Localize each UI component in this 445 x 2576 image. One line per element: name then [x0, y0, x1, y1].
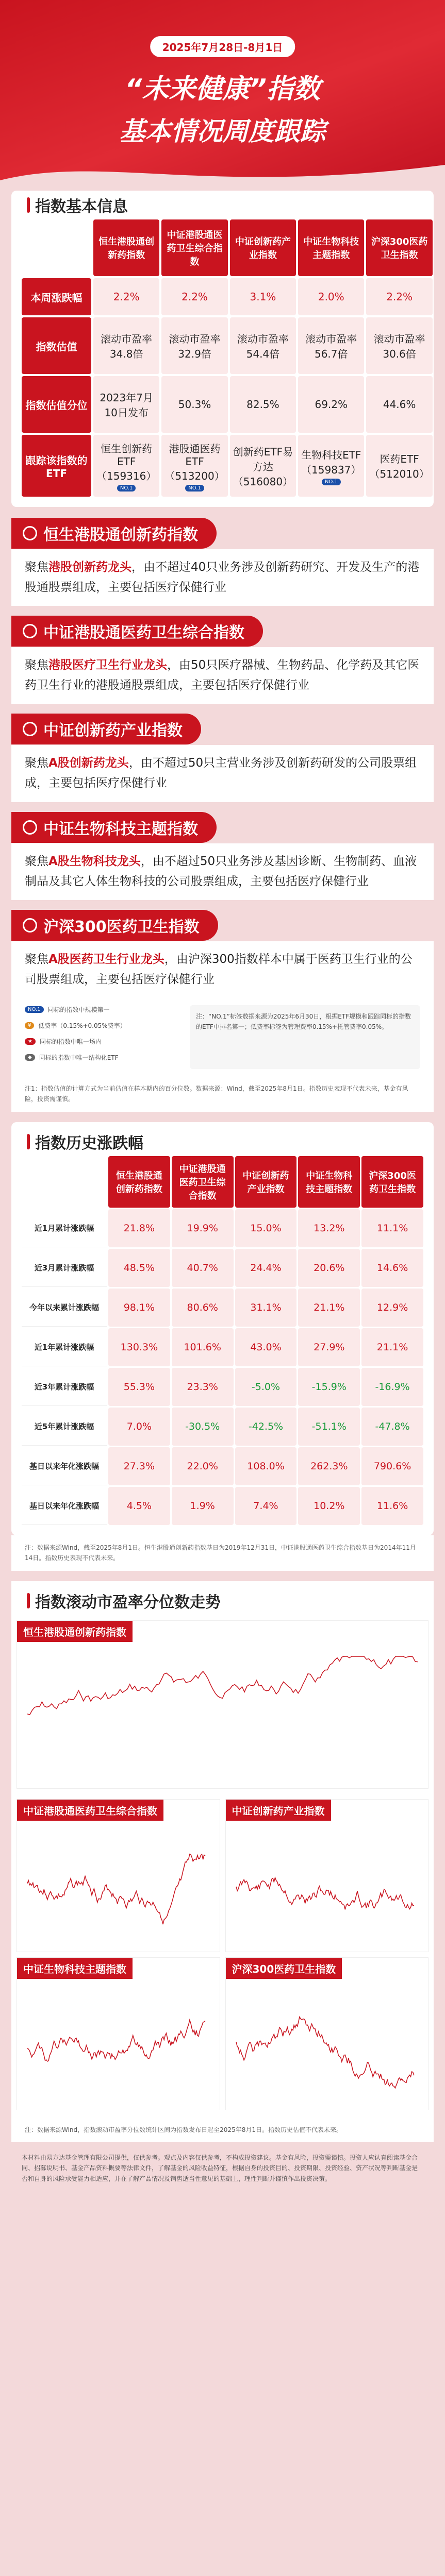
structure-icon: ◆ [25, 1054, 35, 1061]
weekly-change: 2.0% [298, 278, 364, 315]
chart-caption: 沪深300医药卫生指数 [226, 1958, 342, 1979]
index-icon [23, 526, 37, 540]
index-header [11, 909, 434, 941]
index-icon [23, 624, 37, 638]
perf-value: -51.1% [298, 1408, 360, 1446]
col-header: 中证创新药产业指数 [230, 219, 296, 276]
index-header [11, 517, 434, 549]
footnote: 注1：指数估值的计算方式为当前估值在样本期内的百分位数。数据来源：Wind，截至2025年8月1日。指数历史表现不代表未来，基金有风险，投资需谨慎。 [11, 1076, 434, 1112]
perf-value: 20.6% [298, 1249, 360, 1287]
etf-cell[interactable] [366, 435, 432, 497]
desc-highlight: A股生物科技龙头 [48, 854, 141, 868]
pe-chart [225, 1957, 429, 2110]
chart-row [11, 1799, 434, 1952]
row-label: 本周涨跌幅 [22, 278, 91, 315]
perf-value: 21.8% [108, 1209, 170, 1247]
pe-value: 滚动市盈率 56.7倍 [298, 317, 364, 374]
desc-pre: 聚焦 [25, 561, 48, 574]
pe-series-line [236, 1877, 414, 1909]
low-fee-icon: ¥ [25, 1022, 34, 1029]
perf-value: 15.0% [235, 1209, 297, 1247]
row-label: 今年以来累计涨跌幅 [22, 1289, 107, 1327]
desc-post: ，由不超过50只主营业务涉及创新药研发的公司股票组成，主要包括医疗保健行业 [25, 756, 417, 790]
desc-highlight: 港股医疗卫生行业龙头 [48, 658, 167, 672]
perf-value: 23.3% [172, 1368, 234, 1406]
col-header: 恒生港股通创新药指数 [108, 1156, 170, 1208]
pe-percentile: 44.6% [366, 376, 432, 433]
perf-value: 55.3% [108, 1368, 170, 1406]
desc-pre: 聚焦 [25, 756, 48, 770]
perf-value: 27.9% [298, 1328, 360, 1366]
footnote: 注：数据来源Wind，截至2025年8月1日。恒生港股通创新药指数基日为2019年12月31日，中证港股通医药卫生综合指数基日为2014年11月14日。指数历史表现不代表未来。 [11, 1535, 434, 1571]
legend-item [25, 1021, 179, 1030]
row-label: 基日以来年化涨跌幅 [22, 1447, 107, 1485]
index-description [11, 843, 434, 900]
index-description [11, 549, 434, 606]
pe-value: 滚动市盈率 32.9倍 [161, 317, 227, 374]
perf-value: 262.3% [298, 1447, 360, 1485]
index-title: 沪深300医药卫生指数 [43, 918, 200, 936]
perf-value: 12.9% [361, 1289, 423, 1327]
perf-value: 1.9% [172, 1487, 234, 1525]
desc-post: ，由沪深300指数样本中属于医药卫生行业的公司股票组成，主要包括医疗保健行业 [25, 952, 413, 986]
basic-info-table [11, 219, 434, 497]
perf-value: 24.4% [235, 1249, 297, 1287]
weekly-change: 2.2% [366, 278, 432, 315]
performance-card [11, 1122, 434, 1535]
pe-chart [17, 1799, 220, 1952]
etf-name: 恒生创新药ETF （159316） [96, 442, 157, 482]
disclaimer: 本材料由易方达基金管理有限公司提供，仅供参考。观点及内容仅供参考，不构成投资建议。基金有风险，投资需谨慎。投资人应认真阅读基金合同、招募说明书、基金产品资料概要等法律文件，了解基金的风险收益特征，根据自身的投资目的、投资期限、投资经验、资产状况等判断基金是否和自身的风险承受能力相适应，并在了解产品情况及销售适当性意见的基础上，理性判断并谨慎作出投资决策。 [22, 2154, 418, 2182]
pe-series-line [236, 2016, 414, 2088]
perf-value: 80.6% [172, 1289, 234, 1327]
pe-percentile: 69.2% [298, 376, 364, 433]
desc-post: ，由不超过40只业务涉及创新药研究、开发及生产的港股通股票组成，主要包括医疗保健行业 [25, 561, 420, 595]
perf-value: -42.5% [235, 1408, 297, 1446]
pe-chart [17, 1620, 428, 1789]
perf-value: 101.6% [172, 1328, 234, 1366]
table-corner [22, 219, 91, 276]
perf-value: 10.2% [298, 1487, 360, 1525]
etf-name: 创新药ETF易方达 （516080） [233, 445, 293, 488]
perf-value: 11.1% [361, 1209, 423, 1247]
perf-value: 31.1% [235, 1289, 297, 1327]
footnote: 注：数据来源Wind，指数滚动市盈率分位数统计区间为指数发布日起至2025年8月1日。指数历史估值不代表未来。 [11, 2117, 434, 2142]
perf-value: -16.9% [361, 1368, 423, 1406]
performance-title [11, 1127, 434, 1156]
index-header [11, 811, 434, 843]
pe-percentile: 2023年7月 10日发布 [93, 376, 159, 433]
perf-value: 13.2% [298, 1209, 360, 1247]
perf-value: 48.5% [108, 1249, 170, 1287]
pe-title-text: 指数滚动市盈率分位数走势 [35, 1593, 221, 1612]
perf-value: 130.3% [108, 1328, 170, 1366]
index-header [11, 713, 434, 745]
perf-value: 11.6% [361, 1487, 423, 1525]
desc-highlight: A股创新药龙头 [48, 756, 129, 770]
title-bar [27, 1134, 30, 1149]
date-range: 2025年7月28日-8月1日 [150, 36, 295, 57]
basic-info-title [11, 191, 434, 219]
index-title: 中证港股通医药卫生综合指数 [43, 624, 244, 642]
chart-row [11, 1957, 434, 2110]
legend-note: 注：“NO.1”标签数据来源为2025年6月30日，根据ETF规模和跟踪同标的指数的ETF中排名第一；低费率标签为管理费率0.15%+托管费率0.05%。 [190, 1005, 420, 1069]
legend-text: 低费率（0.15%+0.05%费率） [38, 1022, 126, 1029]
pe-chart [225, 1799, 429, 1952]
legend-text: 同标的指数中规模第一 [47, 1006, 110, 1013]
perf-value: 14.6% [361, 1249, 423, 1287]
hero-title: “未来健康”指数 [125, 74, 320, 105]
basic-info-title-text: 指数基本信息 [35, 198, 128, 216]
pe-series-line [27, 1656, 418, 1715]
rank-badge: NO.1 [117, 485, 136, 492]
etf-cell[interactable] [93, 435, 159, 497]
pe-series-line [27, 1854, 205, 1924]
col-header: 中证生物科技主题指数 [298, 219, 364, 276]
perf-value: -5.0% [235, 1368, 297, 1406]
legend-item [25, 1037, 179, 1046]
perf-value: 22.0% [172, 1447, 234, 1485]
hero-banner [0, 0, 445, 196]
perf-value: 108.0% [235, 1447, 297, 1485]
badge-legend [11, 998, 434, 1076]
legend-text: 同标的指数中唯一结构化ETF [39, 1054, 119, 1061]
hero-wave [0, 149, 445, 196]
perf-value: 43.0% [235, 1328, 297, 1366]
pe-chart [17, 1957, 220, 2110]
index-title: 中证创新药产业指数 [43, 722, 183, 740]
pe-chart-panel [11, 1581, 434, 2117]
weekly-change: 3.1% [230, 278, 296, 315]
desc-highlight: 港股创新药龙头 [48, 561, 131, 574]
perf-value: 98.1% [108, 1289, 170, 1327]
rank-badge: NO.1 [322, 479, 341, 485]
weekly-change: 2.2% [161, 278, 227, 315]
perf-value: 7.0% [108, 1408, 170, 1446]
desc-highlight: A股医药卫生行业龙头 [48, 952, 164, 966]
index-header [11, 615, 434, 647]
etf-name: 医药ETF （512010） [369, 453, 430, 480]
perf-value: 19.9% [172, 1209, 234, 1247]
etf-cell[interactable] [230, 435, 296, 497]
index-title: 中证生物科技主题指数 [43, 820, 198, 838]
perf-value: 21.1% [361, 1328, 423, 1366]
index-description [11, 745, 434, 802]
etf-cell[interactable] [161, 435, 227, 497]
etf-cell[interactable] [298, 435, 364, 497]
pe-line-chart [17, 1979, 216, 2108]
perf-value: 27.3% [108, 1447, 170, 1485]
col-header: 中证港股通医药卫生综合指数 [161, 219, 227, 276]
hero-subtitle: 基本情况周度跟踪 [119, 116, 326, 146]
pe-value: 滚动市盈率 54.4倍 [230, 317, 296, 374]
perf-value: 40.7% [172, 1249, 234, 1287]
pe-percentile: 82.5% [230, 376, 296, 433]
performance-title-text: 指数历史涨跌幅 [35, 1134, 143, 1153]
row-label: 近3月累计涨跌幅 [22, 1249, 107, 1287]
row-label: 近3年累计涨跌幅 [22, 1368, 107, 1406]
row-label: 近1月累计涨跌幅 [22, 1209, 107, 1247]
index-icon [23, 918, 37, 933]
title-bar [27, 197, 30, 213]
row-label: 指数估值 [22, 317, 91, 374]
desc-post: ，由不超过50只业务涉及基因诊断、生物制药、血液制品及其它人体生物科技的公司股票组成，主要包括医疗保健行业 [25, 854, 417, 888]
legend-list [25, 1005, 179, 1069]
pe-series-line [27, 2020, 205, 2061]
title-bar [27, 1593, 30, 1608]
row-label: 近5年累计涨跌幅 [22, 1408, 107, 1446]
chart-caption: 中证生物科技主题指数 [17, 1958, 133, 1979]
col-header: 恒生港股通创新药指数 [93, 219, 159, 276]
pe-title [11, 1586, 434, 1615]
weekly-change: 2.2% [93, 278, 159, 315]
perf-value: -30.5% [172, 1408, 234, 1446]
etf-name: 生物科技ETF （159837） [301, 448, 361, 476]
pe-percentile: 50.3% [161, 376, 227, 433]
no1-badge-icon: NO.1 [25, 1006, 44, 1013]
pe-line-chart [17, 1821, 216, 1950]
perf-value: 4.5% [108, 1487, 170, 1525]
table-corner [22, 1156, 107, 1208]
legend-item [25, 1053, 179, 1062]
unique-icon: ★ [25, 1038, 36, 1045]
pe-line-chart [226, 1821, 424, 1950]
row-label: 指数估值分位 [22, 376, 91, 433]
desc-pre: 聚焦 [25, 658, 48, 672]
performance-table [11, 1156, 434, 1525]
etf-name: 港股通医药ETF （513200） [164, 442, 225, 482]
chart-caption: 中证港股通医药卫生综合指数 [17, 1800, 163, 1821]
col-header: 中证创新药产业指数 [235, 1156, 297, 1208]
desc-pre: 聚焦 [25, 952, 48, 966]
basic-info-card [11, 191, 434, 507]
row-label: 跟踪该指数的ETF [22, 435, 91, 497]
col-header: 沪深300医药卫生指数 [361, 1156, 423, 1208]
perf-value: 7.4% [235, 1487, 297, 1525]
chart-caption: 恒生港股通创新药指数 [17, 1621, 133, 1642]
desc-post: ，由50只医疗器械、生物药品、化学药及其它医药卫生行业的港股通股票组成，主要包括医疗保健行业 [25, 658, 420, 692]
perf-value: 790.6% [361, 1447, 423, 1485]
pe-line-chart [17, 1642, 428, 1786]
row-label: 基日以来年化涨跌幅 [22, 1487, 107, 1525]
index-icon [23, 722, 37, 736]
col-header: 中证生物科技主题指数 [298, 1156, 360, 1208]
pe-value: 滚动市盈率 34.8倍 [93, 317, 159, 374]
desc-pre: 聚焦 [25, 854, 48, 868]
rank-badge: NO.1 [185, 485, 204, 492]
legend-text: 同标的指数中唯一场内 [39, 1038, 102, 1045]
perf-value: -15.9% [298, 1368, 360, 1406]
index-title: 恒生港股通创新药指数 [43, 526, 198, 544]
row-label: 近1年累计涨跌幅 [22, 1328, 107, 1366]
pe-value: 滚动市盈率 30.6倍 [366, 317, 432, 374]
index-description [11, 941, 434, 998]
perf-value: -47.8% [361, 1408, 423, 1446]
index-description [11, 647, 434, 704]
col-header: 沪深300医药卫生指数 [366, 219, 432, 276]
chart-caption: 中证创新药产业指数 [226, 1800, 331, 1821]
index-icon [23, 820, 37, 835]
legend-item [25, 1005, 179, 1014]
perf-value: 21.1% [298, 1289, 360, 1327]
col-header: 中证港股通医药卫生综合指数 [172, 1156, 234, 1208]
pe-line-chart [226, 1979, 424, 2108]
